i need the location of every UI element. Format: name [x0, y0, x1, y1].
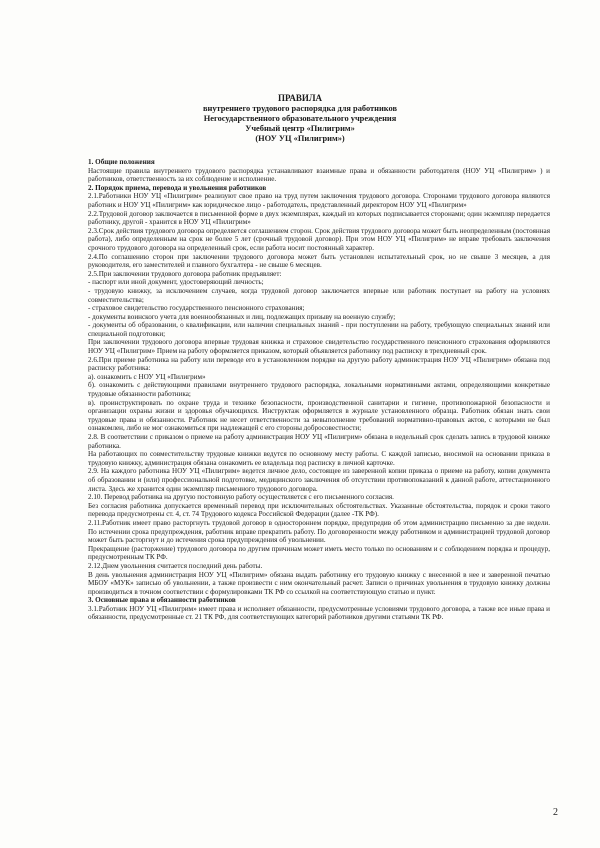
paragraph: 2.4.По соглашению сторон при заключении трудового договора может быть установлен испытательный срок, но не свыше 3 месяцев, а для руководителя, его заместителей и главного бухгалтера - не свыше 6 месяцев.: [88, 252, 550, 270]
paragraph: 2.5.При заключении трудового договора работник предъявляет:: [88, 269, 282, 278]
paragraph: б). ознакомить с действующими правилами внутреннего трудового распорядка, локальными нормативными актами, определяющими конкретные трудовые обязанности работника;: [88, 381, 550, 399]
paragraph: - паспорт или иной документ, удостоверяющий личность;: [88, 278, 264, 287]
paragraph: 2.2.Трудовой договор заключается в письменной форме в двух экземплярах, каждый из которых подписывается сторонами; один экземпляр передается работнику, другой - хранится в НОУ УЦ «Пилигрим»: [88, 209, 550, 227]
paragraph: 2.8. В соответствии с приказом о приеме на работу администрация НОУ УЦ «Пилигрим» обязана в недельный срок сделать запись в трудовой книжке работника.: [88, 433, 550, 450]
paragraph: 2.3.Срок действия трудового договора определяется соглашением сторон. Срок действия трудового договора может быть неопределенным (постоянная работа), либо определенным на срок не более 5 лет (срочный трудовой договор). При этом НОУ УЦ «Пилигрим» не вправе требовать заключения срочного трудового договора на определенный срок, если работа носит постоянный характер.: [88, 226, 550, 252]
paragraph: 2.6.При приеме работника на работу или переводе его в установленном порядке на другую работу администрация НОУ УЦ «Пилигрим» обязана под расписку работника:: [88, 355, 550, 373]
document-header: [0, 93, 600, 144]
paragraph: - трудовую книжку, за исключением случаев, когда трудовой договор заключается впервые или работник поступает на работу на условиях совместительства;: [88, 286, 550, 304]
paragraph: Прекращение (расторжение) трудового договора по другим причинам может иметь место только по основаниям и с соблюдением порядка и процедур, предусмотренным ТК РФ.: [88, 544, 550, 562]
organization-abbreviation: (НОУ УЦ «Пилигрим»): [255, 134, 345, 143]
paragraph: - страховое свидетельство государственного пенсионного страхования;: [88, 304, 305, 313]
section-heading: 2. Порядок приема, перевода и увольнения работников: [88, 183, 267, 192]
paragraph: 2.9. На каждого работника НОУ УЦ «Пилигрим» ведется личное дело, состоящее из заверенной копии приказа о приеме на работу, копии документа об образовании и (или) профессиональной подготовке, медицинского заключения об отсутствии противопоказаний к данной работе, аттестационного листа. Здесь же хранится один экземпляр письменного трудового договора.: [88, 467, 550, 493]
page-number: 2: [553, 807, 558, 818]
paragraph: - документы об образовании, о квалификации, или наличии специальных знаний - при поступлении на работу, требующую специальных знаний или специальной подготовки;: [88, 321, 550, 338]
document-body: [88, 158, 550, 622]
paragraph: 2.10. Перевод работника на другую постоянную работу осуществляется с его письменного согласия.: [88, 493, 394, 502]
paragraph: в). проинструктировать по охране труда и технике безопасности, производственной санитарии и гигиене, противопожарной безопасности и организации охраны жизни и здоровья обучающихся. Инструктаж оформляется в журнале установленного образца. Работник обязан знать свои трудовые права и обязанности. Работник не несет ответственности за невыполнение требований нормативно-правовых актов, с которыми не был ознакомлен, либо не мог ознакомиться при надлежащей с его стороны добросовестности;: [88, 398, 550, 433]
paragraph: Без согласия работника допускается временный перевод при исключительных обстоятельствах. Указанные обстоятельства, порядок и сроки такого перевода предусмотрены ст. 4, ст. 74 Трудового кодекса Российской Федерации (далее -ТК РФ).: [88, 501, 550, 519]
document-subtitle: внутреннего трудового распорядка для работников: [202, 104, 398, 113]
paragraph: На работающих по совместительству трудовые книжки ведутся по основному месту работы. С каждой записью, вносимой на основании приказа в трудовую книжку, администрация обязана ознакомить ее владельца под расписку в личной карточке.: [88, 450, 550, 467]
document-title: ПРАВИЛА: [277, 93, 323, 103]
paragraph: При заключении трудового договора впервые трудовая книжка и страховое свидетельство государственного пенсионного страхования оформляются НОУ УЦ «Пилигрим» Прием на работу оформляется приказом, который объявляется работнику под расписку в трехдневный срок.: [88, 338, 550, 356]
section-heading: 1. Общие положения: [88, 158, 155, 166]
organization-type: Негосударственного образовательного учреждения: [203, 114, 397, 123]
paragraph: 2.12.Днем увольнения считается последний день работы.: [88, 561, 263, 570]
section-heading: 3. Основные права и обязанности работников: [88, 596, 236, 605]
paragraph: а). ознакомить с НОУ УЦ «Пилигрим»: [88, 372, 206, 381]
paragraph: 3.1.Работник НОУ УЦ «Пилигрим» имеет права и исполняет обязанности, предусмотренные условиями трудового договора, а также все иные права и обязанности, предусмотренные ст. 21 ТК РФ, для соответствующих категорий работников другими статьями ТК РФ.: [88, 604, 550, 622]
paragraph: В день увольнения администрация НОУ УЦ «Пилигрим» обязана выдать работнику его трудовую книжку с внесенной в нее и заверенной печатью МБОУ «МУК» записью об увольнении, а также произвести с ним окончательный расчет. Записи о причинах увольнения в трудовую книжку должны производиться в точном соответствии с формулировками ТК РФ со ссылкой на соответствующую статью и пункт.: [88, 570, 550, 596]
organization-name: Учебный центр «Пилигрим»: [245, 124, 355, 133]
paragraph: 2.11.Работник имеет право расторгнуть трудовой договор в одностороннем порядке, предупредив об этом администрацию письменно за две недели. По истечении срока предупреждения, работник вправе прекратить работу. По договоренности между работником и администрацией трудовой договор может быть расторгнут и до истечения срока предупреждения об увольнении.: [88, 518, 550, 545]
paragraph: Настоящие правила внутреннего трудового распорядка устанавливают взаимные права и обязанности работодателя (НОУ УЦ «Пилигрим» ) и работников, ответственность за их соблюдение и исполнение.: [88, 166, 550, 184]
paragraph: 2.1.Работники НОУ УЦ «Пилигрим» реализуют свое право на труд путем заключения трудового договора. Сторонами трудового договора являются работник и НОУ УЦ «Пилигрим» как юридическое лицо - работодатель, представленный директором НОУ УЦ «Пилигрим»: [88, 192, 550, 209]
paragraph: - документы воинского учета для военнообязанных и лиц, подлежащих призыву на военную службу;: [88, 312, 396, 321]
